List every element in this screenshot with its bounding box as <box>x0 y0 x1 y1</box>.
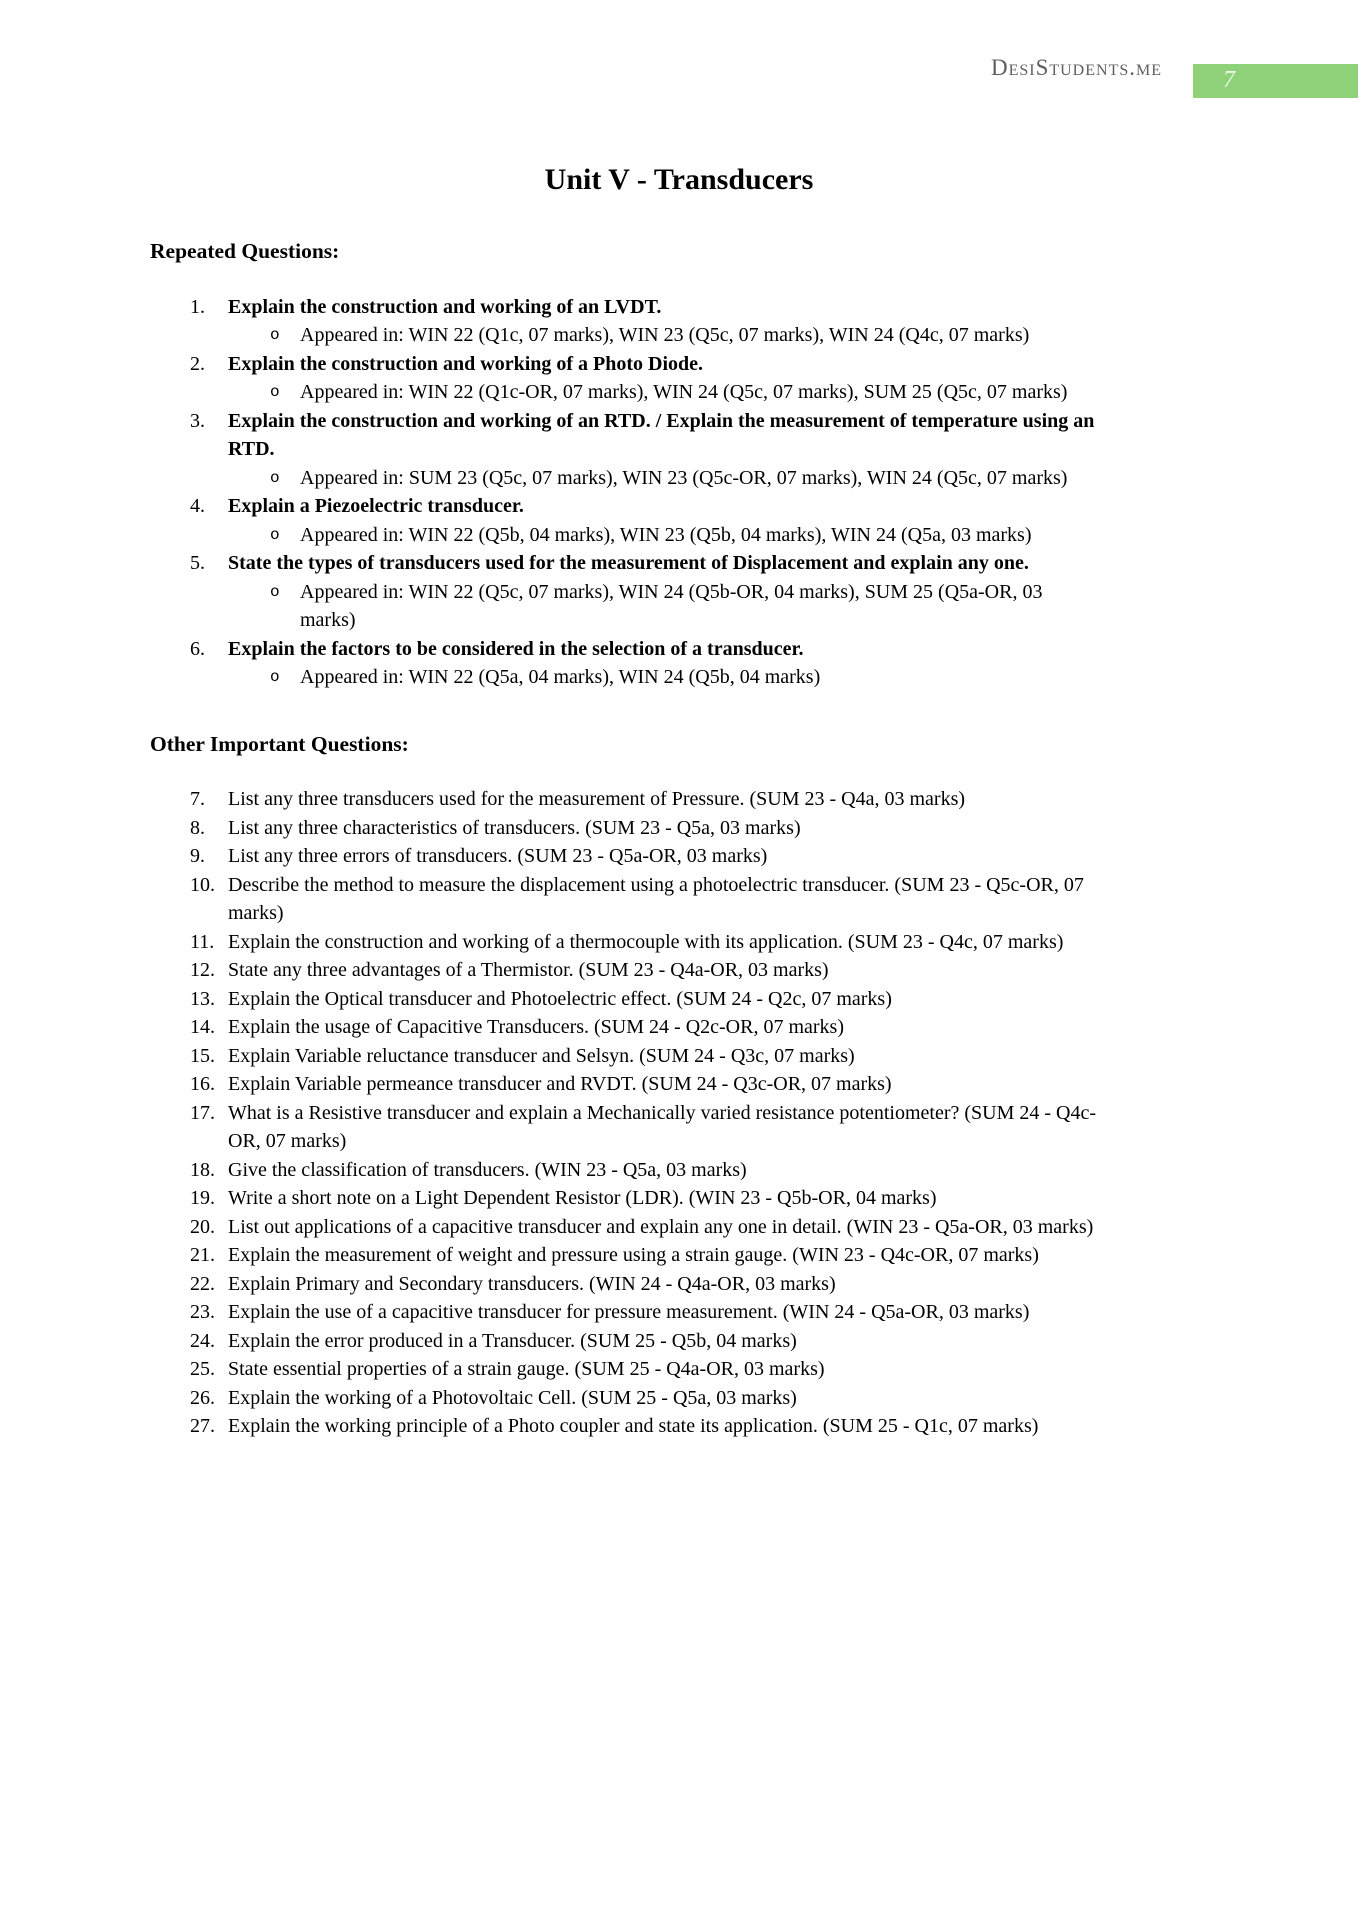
question-text: Explain the construction and working of a Photo Diode. <box>228 352 704 375</box>
item-body <box>228 492 1108 549</box>
list-item <box>150 1213 1210 1242</box>
item-number: 4. <box>190 495 205 517</box>
item-body <box>228 549 1108 635</box>
item-text: List any three transducers used for the measurement of Pressure. (SUM 23 - Q4a, 03 marks) <box>228 788 966 810</box>
item-text: Write a short note on a Light Dependent Resistor (LDR). (WIN 23 - Q5b-OR, 04 marks) <box>228 1187 937 1209</box>
item-number: 21. <box>190 1244 215 1266</box>
list-item <box>150 1013 1210 1042</box>
item-number: 15. <box>190 1044 215 1067</box>
item-number: 3. <box>190 409 205 432</box>
appeared-in-row <box>228 464 1108 493</box>
item-number: 6. <box>190 637 205 660</box>
page-number-badge <box>1193 64 1358 98</box>
item-number: 17. <box>190 1101 215 1124</box>
item-number: 23. <box>190 1301 215 1323</box>
item-number: 18. <box>190 1158 215 1181</box>
item-text: Explain the working principle of a Photo coupler and state its application. (SUM 25 - Q1c, 07 marks) <box>228 1415 1039 1437</box>
list-item <box>150 1384 1210 1413</box>
list-item <box>150 1270 1210 1299</box>
item-number: 7. <box>190 788 205 810</box>
circle-bullet-icon: o <box>270 582 280 601</box>
list-item <box>150 985 1210 1014</box>
item-number: 13. <box>190 987 215 1010</box>
item-text: Explain the error produced in a Transducer. (SUM 25 - Q5b, 04 marks) <box>228 1329 797 1352</box>
item-body <box>228 635 1108 692</box>
item-number: 25. <box>190 1358 215 1380</box>
repeated-question-item <box>150 635 1210 692</box>
circle-bullet-icon: o <box>270 326 280 344</box>
list-item <box>150 1298 1210 1327</box>
item-text: List out applications of a capacitive transducer and explain any one in detail. (WIN 23 - Q5a-OR, 03 marks) <box>228 1215 1094 1238</box>
list-item <box>150 1327 1210 1356</box>
item-number: 11. <box>190 930 215 953</box>
item-text: Explain the usage of Capacitive Transducers. (SUM 24 - Q2c-OR, 07 marks) <box>228 1016 844 1038</box>
item-number: 27. <box>190 1415 215 1437</box>
item-number: 8. <box>190 816 205 839</box>
item-text: Explain the construction and working of a thermocouple with its application. (SUM 23 - Q4c, 07 marks) <box>228 930 1064 953</box>
item-number: 14. <box>190 1016 215 1038</box>
item-number: 16. <box>190 1073 215 1095</box>
item-text: Explain the working of a Photovoltaic Cell. (SUM 25 - Q5a, 03 marks) <box>228 1386 797 1409</box>
appeared-in-text: Appeared in: WIN 22 (Q1c-OR, 07 marks), WIN 24 (Q5c, 07 marks), SUM 25 (Q5c, 07 marks) <box>300 381 1068 403</box>
item-text: Explain the use of a capacitive transducer for pressure measurement. (WIN 24 - Q5a-OR, 03 marks) <box>228 1301 1030 1323</box>
item-text: Give the classification of transducers. (WIN 23 - Q5a, 03 marks) <box>228 1158 747 1181</box>
list-item <box>150 956 1210 985</box>
list-item <box>150 814 1210 843</box>
list-item <box>150 1241 1210 1270</box>
appeared-in-text: Appeared in: SUM 23 (Q5c, 07 marks), WIN 23 (Q5c-OR, 07 marks), WIN 24 (Q5c, 07 marks) <box>300 466 1068 489</box>
appeared-in-text: Appeared in: WIN 22 (Q1c, 07 marks), WIN 23 (Q5c, 07 marks), WIN 24 (Q4c, 07 marks) <box>300 324 1030 346</box>
list-item <box>150 871 1210 928</box>
question-text: Explain the construction and working of an LVDT. <box>228 295 662 318</box>
appeared-in-text: Appeared in: WIN 22 (Q5a, 04 marks), WIN 24 (Q5b, 04 marks) <box>300 666 821 688</box>
repeated-question-item <box>150 492 1210 549</box>
item-text: State essential properties of a strain gauge. (SUM 25 - Q4a-OR, 03 marks) <box>228 1358 825 1380</box>
circle-bullet-icon: o <box>270 383 280 401</box>
list-item <box>150 1099 1210 1156</box>
item-number: 19. <box>190 1187 215 1209</box>
site-name: DesiStudents.me <box>990 55 1162 80</box>
appeared-in-row <box>228 378 1108 407</box>
list-item <box>150 1412 1210 1441</box>
item-number: 12. <box>190 959 215 981</box>
item-body <box>228 293 1108 350</box>
question-list <box>150 293 1210 692</box>
item-text: List any three characteristics of transducers. (SUM 23 - Q5a, 03 marks) <box>228 816 801 839</box>
question-list <box>150 785 1210 1441</box>
appeared-in-text: Appeared in: WIN 22 (Q5b, 04 marks), WIN 23 (Q5b, 04 marks), WIN 24 (Q5a, 03 marks) <box>300 523 1032 546</box>
list-item <box>150 1184 1210 1213</box>
appeared-in-row <box>228 321 1108 350</box>
item-number: 5. <box>190 552 205 574</box>
item-text: List any three errors of transducers. (SUM 23 - Q5a-OR, 03 marks) <box>228 845 768 867</box>
document-title: Unit V - Transducers <box>544 163 814 196</box>
appeared-in-row <box>228 521 1108 550</box>
circle-bullet-icon: o <box>270 668 280 686</box>
list-item <box>150 785 1210 814</box>
item-number: 20. <box>190 1215 215 1238</box>
question-text: State the types of transducers used for the measurement of Displacement and explain any one. <box>228 552 1029 574</box>
item-text: State any three advantages of a Thermistor. (SUM 23 - Q4a-OR, 03 marks) <box>228 959 829 981</box>
item-text: Explain Variable reluctance transducer and Selsyn. (SUM 24 - Q3c, 07 marks) <box>228 1044 855 1067</box>
appeared-in-text: Appeared in: WIN 22 (Q5c, 07 marks), WIN 24 (Q5b-OR, 04 marks), SUM 25 (Q5a-OR, 03 marks) <box>300 580 1043 631</box>
question-section <box>150 730 1210 1441</box>
item-number: 10. <box>190 873 215 896</box>
appeared-in-row <box>228 578 1108 635</box>
item-number: 22. <box>190 1272 215 1295</box>
appeared-in-row <box>228 663 1108 692</box>
list-item <box>150 1042 1210 1071</box>
list-item <box>150 928 1210 957</box>
question-section <box>150 237 1210 692</box>
item-text: Explain the Optical transducer and Photoelectric effect. (SUM 24 - Q2c, 07 marks) <box>228 987 892 1010</box>
item-text: What is a Resistive transducer and explain a Mechanically varied resistance potentiometer? (SUM 24 - Q4c-OR, 07 marks) <box>228 1101 1097 1152</box>
item-body <box>228 407 1108 493</box>
question-text: Explain a Piezoelectric transducer. <box>228 495 524 517</box>
list-item <box>150 842 1210 871</box>
item-number: 26. <box>190 1386 215 1409</box>
item-number: 24. <box>190 1329 215 1352</box>
page-number: 7 <box>1223 67 1235 93</box>
section-heading: Repeated Questions: <box>150 239 340 263</box>
circle-bullet-icon: o <box>270 468 280 487</box>
item-text: Explain Variable permeance transducer and RVDT. (SUM 24 - Q3c-OR, 07 marks) <box>228 1073 892 1095</box>
item-text: Explain the measurement of weight and pressure using a strain gauge. (WIN 23 - Q4c-OR, 07 marks) <box>228 1244 1039 1266</box>
question-text: Explain the factors to be considered in the selection of a transducer. <box>228 637 804 660</box>
item-text: Describe the method to measure the displacement using a photoelectric transducer. (SUM 23 - Q5c-OR, 07 marks) <box>228 873 1084 924</box>
repeated-question-item <box>150 293 1210 350</box>
document-content <box>150 237 1210 1441</box>
repeated-question-item <box>150 350 1210 407</box>
item-body <box>228 350 1108 407</box>
repeated-question-item <box>150 549 1210 635</box>
item-number: 1. <box>190 295 205 318</box>
circle-bullet-icon: o <box>270 525 280 544</box>
repeated-question-item <box>150 407 1210 493</box>
item-number: 9. <box>190 845 205 867</box>
list-item <box>150 1355 1210 1384</box>
question-text: Explain the construction and working of an RTD. / Explain the measurement of temperature using an RTD. <box>228 409 1095 460</box>
list-item <box>150 1070 1210 1099</box>
item-number: 2. <box>190 352 205 375</box>
section-heading: Other Important Questions: <box>150 731 409 756</box>
item-text: Explain Primary and Secondary transducers. (WIN 24 - Q4a-OR, 03 marks) <box>228 1272 836 1295</box>
list-item <box>150 1156 1210 1185</box>
